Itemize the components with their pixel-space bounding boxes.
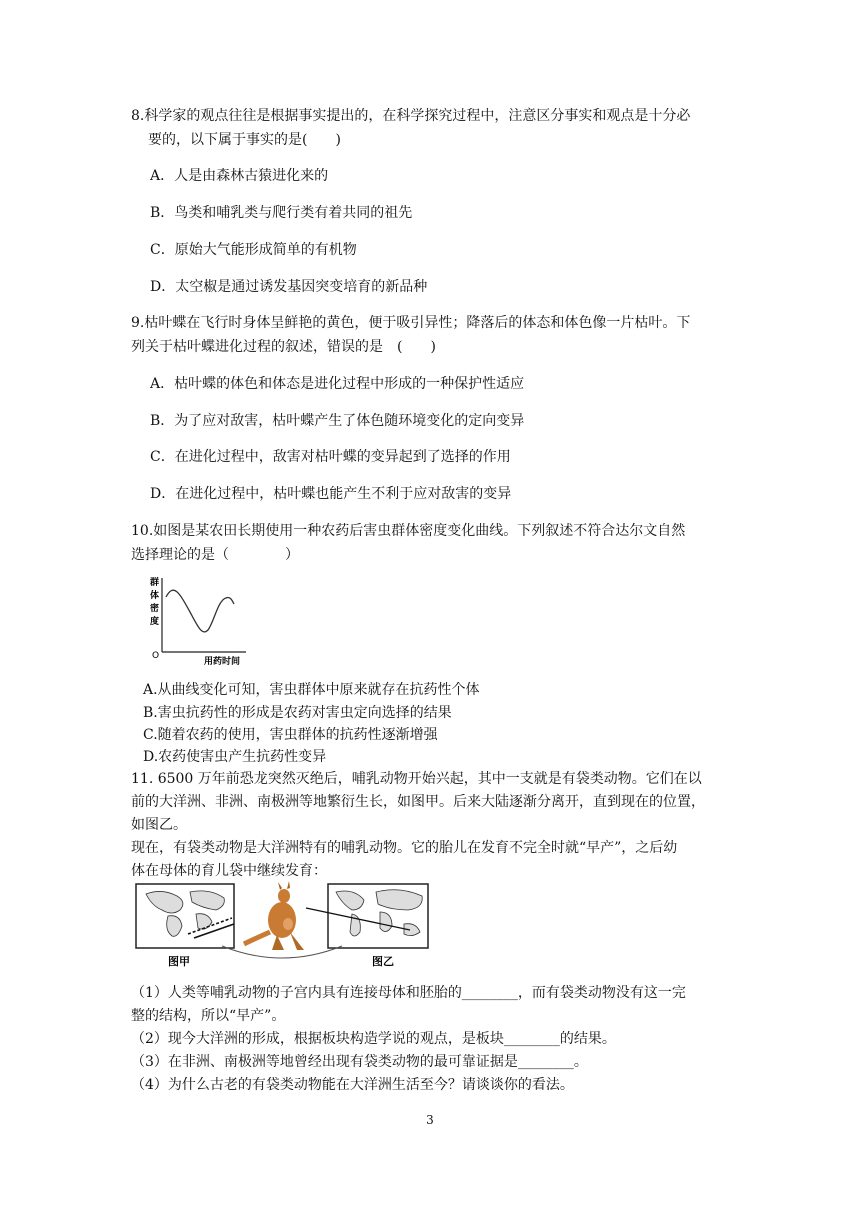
q11-stem-line1: 11. 6500 万年前恐龙突然灭绝后，哺乳动物开始兴起，其中一支就是有袋类动物。它们在以 bbox=[131, 771, 702, 787]
graph-density-curve bbox=[166, 590, 234, 632]
q10-stem-line1: 10.如图是某农田长期使用一种农药后害虫群体密度变化曲线。下列叙述不符合达尔文自然 bbox=[131, 523, 686, 539]
q8-option-c: C．原始大气能形成简单的有机物 bbox=[150, 242, 357, 258]
pest-density-graph bbox=[140, 572, 255, 668]
q9-stem-line2: 列关于枯叶蝶进化过程的叙述，错误的是 ( ) bbox=[131, 339, 436, 355]
q8-option-a: A．人是由森林古猿进化来的 bbox=[150, 168, 329, 184]
q11-sub1-line2: 整的结构，所以“早产”。 bbox=[131, 1008, 286, 1024]
q9-stem-line1: 9.枯叶蝶在飞行时身体呈鲜艳的黄色，便于吸引异性；降落后的体态和体色像一片枯叶。下 bbox=[131, 315, 691, 331]
graph-xlabel: 用药时间 bbox=[204, 657, 241, 667]
q10-option-d: D.农药使害虫产生抗药性变异 bbox=[143, 749, 327, 765]
figure-label-b: 图乙 bbox=[372, 955, 394, 968]
q8-option-d: D．太空椒是通过诱发基因突变培育的新品种 bbox=[150, 279, 428, 295]
q8-stem-line1: 8.科学家的观点往往是根据事实提出的，在科学探究过程中，注意区分事实和观点是十分必 bbox=[131, 108, 691, 124]
graph-ylabel-1: 群 bbox=[150, 578, 160, 588]
q9-option-a: A．枯叶蝶的体色和体态是进化过程中形成的一种保护性适应 bbox=[150, 376, 525, 392]
q9-option-d: D．在进化过程中，枯叶蝶也能产生不利于应对敌害的变异 bbox=[150, 486, 512, 502]
q11-stem-line2: 前的大洋洲、非洲、南极洲等地繁衍生长，如图甲。后来大陆逐渐分离开，直到现在的位置， bbox=[131, 794, 705, 810]
graph-origin: O bbox=[152, 651, 160, 661]
q11-sub1-line1: （1）人类等哺乳动物的子宫内具有连接母体和胚胎的________，而有袋类动物没有这一完 bbox=[131, 985, 686, 1001]
q10-stem-line2: 选择理论的是（ ） bbox=[131, 547, 299, 563]
q8-option-b: B．鸟类和哺乳类与爬行类有着共同的祖先 bbox=[150, 205, 413, 221]
graph-ylabel-3: 密 bbox=[150, 604, 160, 614]
q11-sub2: （2）现今大洋洲的形成，根据板块构造学说的观点，是板块________的结果。 bbox=[131, 1031, 616, 1047]
q8-stem-line2: 要的，以下属于事实的是( ) bbox=[148, 132, 341, 148]
continental-drift-figure bbox=[132, 880, 432, 970]
q11-stem-line3: 如图乙。 bbox=[131, 817, 187, 833]
figure-label-a: 图甲 bbox=[168, 955, 190, 968]
kangaroo-image bbox=[244, 881, 304, 950]
page-number: 3 bbox=[426, 1113, 434, 1127]
graph-ylabel-2: 体 bbox=[150, 591, 160, 601]
q9-option-b: B．为了应对敌害，枯叶蝶产生了体色随环境变化的定向变异 bbox=[150, 413, 525, 429]
q11-stem-line4: 现在，有袋类动物是大洋洲特有的哺乳动物。它的胎儿在发育不完全时就“早产”，之后幼 bbox=[131, 840, 678, 856]
q10-option-c: C.随着农药的使用，害虫群体的抗药性逐渐增强 bbox=[143, 727, 438, 743]
q11-stem-line5: 体在母体的育儿袋中继续发育： bbox=[131, 863, 327, 879]
graph-ylabel-4: 度 bbox=[150, 617, 160, 627]
q11-sub3: （3）在非洲、南极洲等地曾经出现有袋类动物的最可靠证据是________。 bbox=[131, 1054, 588, 1070]
q9-option-c: C．在进化过程中，敌害对枯叶蝶的变异起到了选择的作用 bbox=[150, 449, 511, 465]
q10-option-a: A.从曲线变化可知，害虫群体中原来就存在抗药性个体 bbox=[143, 682, 480, 698]
q10-option-b: B.害虫抗药性的形成是农药对害虫定向选择的结果 bbox=[143, 705, 452, 721]
q11-sub4: （4）为什么古老的有袋类动物能在大洋洲生活至今？请谈谈你的看法。 bbox=[131, 1077, 574, 1093]
